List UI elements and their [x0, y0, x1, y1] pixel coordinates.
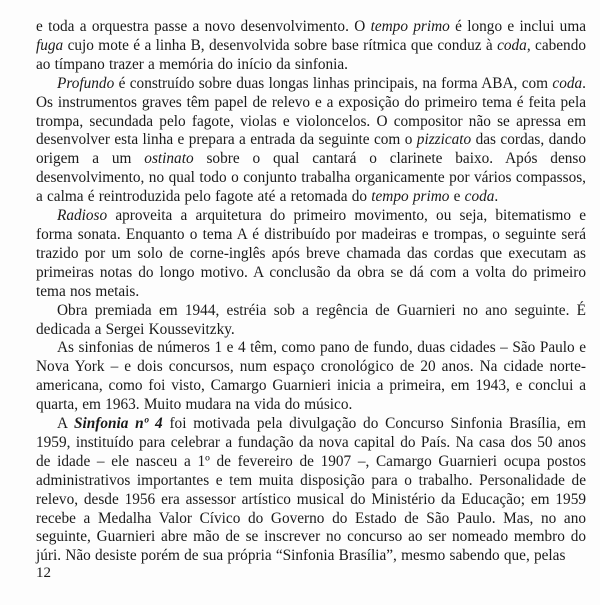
- emphasis-run: Radioso: [57, 207, 108, 225]
- emphasis-run: coda: [552, 74, 583, 92]
- paragraph: [36, 75, 586, 207]
- page-number: 12: [36, 565, 51, 581]
- text-run: , cabendo ao tímpano trazer a memória do início da sinfonia.: [36, 36, 586, 73]
- text-run: Obra premiada em 1944, estréia sob a regência de Guarnieri no ano seguinte. É dedicada a Sergei Koussevitzky.: [36, 301, 586, 338]
- emphasis-run: coda: [464, 188, 495, 206]
- paragraph: [36, 302, 586, 340]
- text-run: .: [494, 188, 499, 206]
- emphasis-run: coda: [497, 36, 527, 54]
- text-run: é longo e inclui uma: [449, 18, 587, 35]
- emphasis-run: Sinfonia nº 4: [73, 415, 163, 433]
- text-run: e: [449, 188, 465, 206]
- text-run: A: [57, 415, 74, 433]
- emphasis-run: pizzicato: [416, 131, 472, 149]
- text-run: das cordas, dando origem a um: [36, 131, 586, 168]
- emphasis-run: tempo primo: [371, 188, 450, 206]
- body-text: [36, 18, 586, 566]
- text-run: . Os instrumentos graves têm papel de relevo e a exposição do primeiro tema é feita pela trompa, secundada pelo fagote, violas e violoncelos. O compositor não se apressa em desenvolver esta linha e prepara a entrada da seguinte com o: [36, 74, 586, 149]
- paragraph: [36, 207, 586, 302]
- emphasis-run: ostinato: [144, 150, 194, 168]
- emphasis-run: Profundo: [57, 74, 115, 92]
- text-run: cujo mote é a linha B, desenvolvida sobre base rítmica que conduz à: [63, 36, 498, 54]
- paragraph: [36, 415, 586, 566]
- text-run: e toda a orquestra passe a novo desenvolvimento. O: [36, 18, 371, 35]
- paragraph: [36, 18, 586, 75]
- text-run: foi motivada pela divulgação do Concurso Sinfonia Brasília, em 1959, instituído para celebrar a fundação da nova capital do País. Na casa dos 50 anos de idade – ele nasceu a 1º de fevereiro de 1907 –, Camargo Guarnieri ocupa postos administrativos importantes e tem muita disposição para o trabalho. Personalidade de relevo, desde 1956 era assessor artístico musical do Ministério da Educação; em 1959 recebe a Medalha Valor Cívico do Governo do Estado de São Paulo. Mas, no ano seguinte, Guarnieri abre mão de se inscrever no concurso ao ser nomeado membro do júri. Não desiste porém de sua própria “Sinfonia Brasília”, mesmo sabendo que, pelas: [36, 415, 586, 565]
- text-run: aproveita a arquitetura do primeiro movimento, ou seja, bitematismo e forma sonata. Enquanto o tema A é distribuído por madeiras e trompas, o seguinte será trazido por um solo de corne-inglês após breve chamada das cordas que executam as primeiras notas do longo motivo. A conclusão da obra se dá com a volta do primeiro tema nos metais.: [36, 207, 586, 300]
- paragraph: [36, 339, 586, 415]
- emphasis-run: fuga: [36, 36, 64, 54]
- text-run: é construído sobre duas longas linhas principais, na forma ABA, com: [114, 74, 553, 92]
- text-run: sobre o qual cantará o clarinete baixo. Após denso desenvolvimento, no qual todo o conjunto trabalha organicamente por vários compassos, a calma é reintroduzida pelo fagote até a retomada do: [36, 150, 586, 206]
- text-run: As sinfonias de números 1 e 4 têm, como pano de fundo, duas cidades – São Paulo e Nova York – e dois concursos, num espaço cronológico de 20 anos. Na cidade norte-americana, como foi visto, Camargo Guarnieri inicia a primeira, em 1943, e conclui a quarta, em 1963. Muito mudara na vida do músico.: [36, 339, 586, 414]
- emphasis-run: tempo primo: [370, 18, 450, 35]
